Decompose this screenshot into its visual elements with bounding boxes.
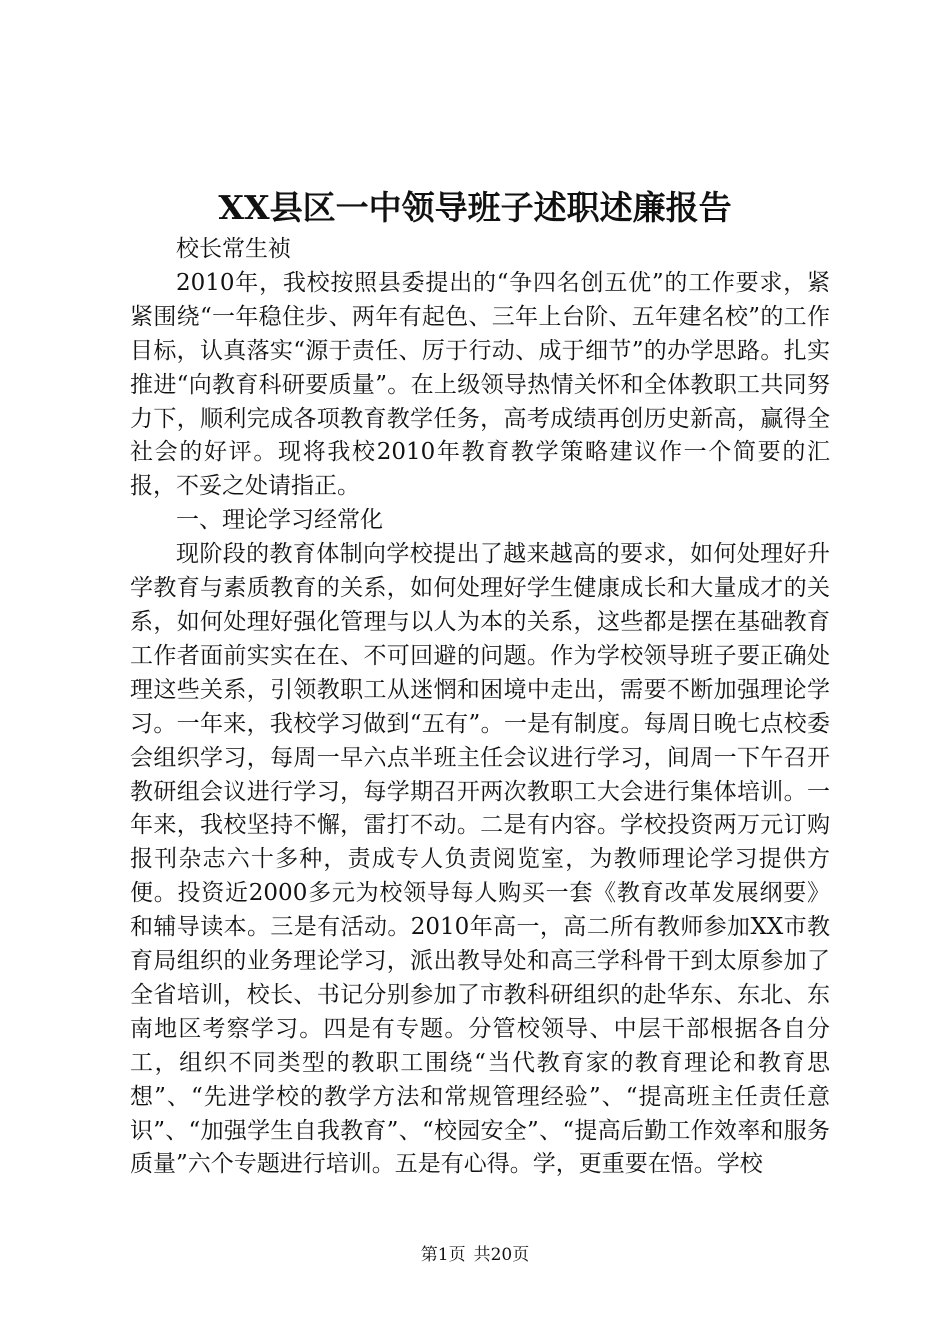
document-body	[130, 233, 830, 1182]
author-line: 校长常生祯	[176, 236, 291, 262]
page-total: 共20页	[473, 1245, 530, 1265]
paragraph-intro: 2010年，我校按照县委提出的“争四名创五优”的工作要求，紧紧围绕“一年稳住步、两年有起色、三年上台阶、五年建名校”的工作目标，认真落实“源于责任、厉于行动、成于细节”的办学思路。扎实推进“向教育科研要质量”。在上级领导热情关怀和全体教职工共同努力下，顺利完成各项教育教学任务，高考成绩再创历史新高，赢得全社会的好评。现将我校2010年教育教学策略建议作一个简要的汇报，不妥之处请指正。	[130, 269, 830, 500]
document-title: XX县区一中领导班子述职述廉报告	[218, 188, 732, 227]
page-number: 第1页	[420, 1245, 466, 1265]
paragraph-theory-study: 现阶段的教育体制向学校提出了越来越高的要求，如何处理好升学教育与素质教育的关系，如何处理好学生健康成长和大量成才的关系，如何处理好强化管理与以人为本的关系，这些都是摆在基础教育工作者面前实实在在、不可回避的问题。作为学校领导班子要正确处理这些关系，引领教职工从迷惘和困境中走出，需要不断加强理论学习。一年来，我校学习做到“五有”。一是有制度。每周日晚七点校委会组织学习，每周一早六点半班主任会议进行学习，间周一下午召开教研组会议进行学习，每学期召开两次教职工大会进行集体培训。一年来，我校坚持不懈，雷打不动。二是有内容。学校投资两万元订购报刊杂志六十多种，责成专人负责阅览室，为教师理论学习提供方便。投资近2000多元为校领导每人购买一套《教育改革发展纲要》和辅导读本。三是有活动。2010年高一，高二所有教师参加XX市教育局组织的业务理论学习，派出教导处和高三学科骨干到太原参加了全省培训，校长、书记分别参加了市教科研组织的赴华东、东北、东南地区考察学习。四是有专题。分管校领导、中层干部根据各自分工，组织不同类型的教职工围绕“当代教育家的教育理论和教育思想”、“先进学校的教学方法和常规管理经验”、“提高班主任责任意识”、“加强学生自我教育”、“校园安全”、“提高后勤工作效率和服务质量”六个专题进行培训。五是有心得。学，更重要在悟。学校	[130, 541, 830, 1178]
page-footer	[0, 1244, 950, 1266]
section-heading: 一、理论学习经常化	[176, 507, 383, 534]
